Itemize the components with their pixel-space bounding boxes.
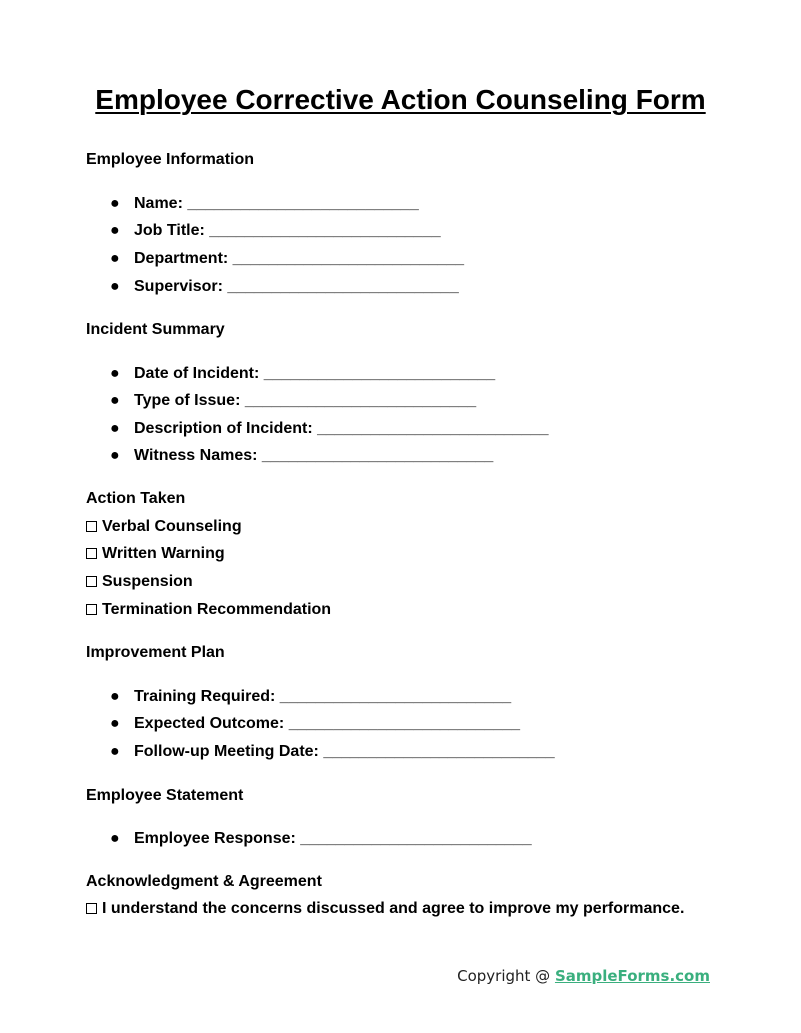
checkbox-icon	[86, 548, 97, 559]
checkbox-icon	[86, 604, 97, 615]
action-taken-heading: Action Taken	[86, 490, 186, 507]
department-field[interactable]: ● Department: __________________________	[110, 250, 465, 267]
bullet-icon: ●	[110, 715, 120, 732]
copyright-text: Copyright @	[457, 967, 555, 985]
bullet-icon: ●	[110, 830, 120, 847]
brand-link[interactable]: SampleForms.com	[554, 967, 710, 985]
description-field[interactable]: ● Description of Incident: __________________________	[110, 420, 549, 437]
acknowledgment-checkbox[interactable]: I understand the concerns discussed and agree to improve my performance.	[86, 900, 684, 918]
follow-up-date-field[interactable]: ● Follow-up Meeting Date: __________________________	[110, 743, 555, 760]
bullet-icon: ●	[110, 222, 120, 239]
employee-statement-heading: Employee Statement	[86, 787, 244, 804]
checkbox-icon	[86, 521, 97, 532]
bullet-icon: ●	[110, 688, 120, 705]
bullet-icon: ●	[110, 278, 120, 295]
witness-names-field[interactable]: ● Witness Names: __________________________	[110, 447, 494, 464]
incident-summary-heading: Incident Summary	[86, 321, 225, 338]
checkbox-icon	[86, 576, 97, 587]
written-warning-checkbox[interactable]: Written Warning	[86, 545, 225, 563]
type-of-issue-field[interactable]: ● Type of Issue: __________________________	[110, 392, 477, 409]
bullet-icon: ●	[110, 250, 120, 267]
form-title: Employee Corrective Action Counseling Form	[95, 84, 706, 115]
bullet-icon: ●	[110, 447, 120, 464]
copyright-footer	[457, 967, 710, 985]
employee-response-field[interactable]: ● Employee Response: __________________________	[110, 830, 532, 847]
job-title-field[interactable]: ● Job Title: __________________________	[110, 222, 441, 239]
bullet-icon: ●	[110, 392, 120, 409]
bullet-icon: ●	[110, 420, 120, 437]
bullet-icon: ●	[110, 365, 120, 382]
termination-recommendation-checkbox[interactable]: Termination Recommendation	[86, 601, 331, 619]
expected-outcome-field[interactable]: ● Expected Outcome: __________________________	[110, 715, 521, 732]
date-of-incident-field[interactable]: ● Date of Incident: __________________________	[110, 365, 496, 382]
acknowledgment-heading: Acknowledgment & Agreement	[86, 873, 322, 890]
training-required-field[interactable]: ● Training Required: __________________________	[110, 688, 512, 705]
suspension-checkbox[interactable]: Suspension	[86, 573, 193, 591]
improvement-plan-heading: Improvement Plan	[86, 644, 225, 661]
employee-info-heading: Employee Information	[86, 151, 255, 168]
bullet-icon: ●	[110, 195, 120, 212]
bullet-icon: ●	[110, 743, 120, 760]
verbal-counseling-checkbox[interactable]: Verbal Counseling	[86, 518, 242, 536]
checkbox-icon	[86, 903, 97, 914]
supervisor-field[interactable]: ● Supervisor: __________________________	[110, 278, 459, 295]
name-field[interactable]: ● Name: __________________________	[110, 195, 419, 212]
